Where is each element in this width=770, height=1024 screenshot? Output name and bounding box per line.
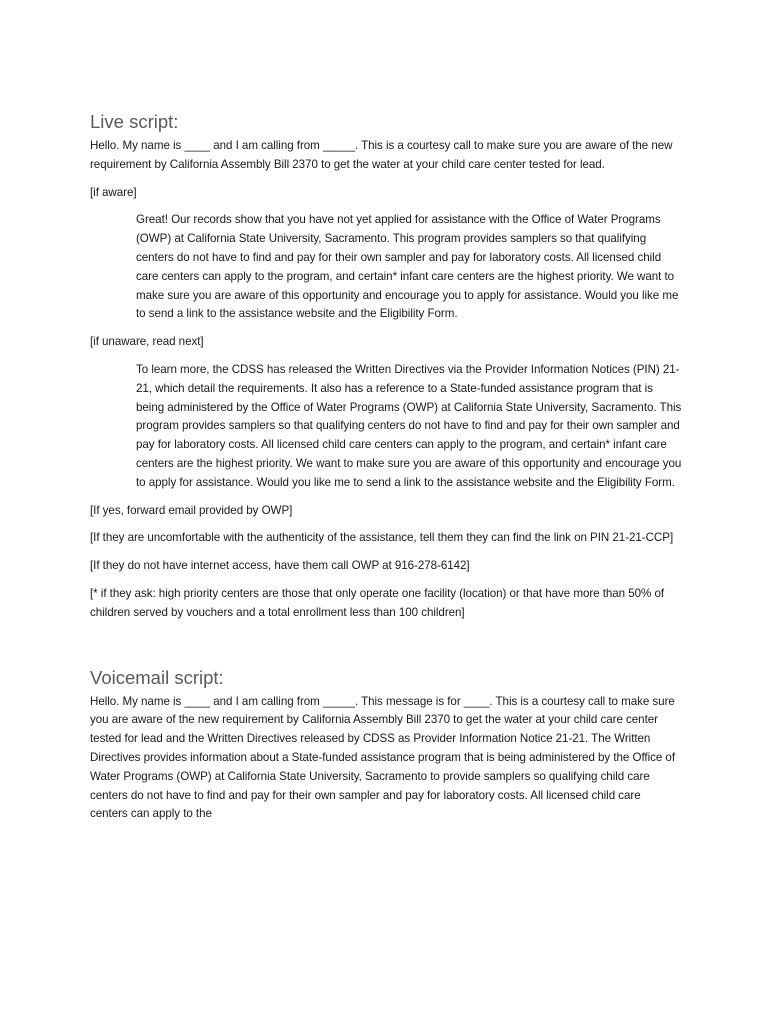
if-aware-text: Great! Our records show that you have not yet applied for assistance with the Office of Water Programs (OWP) at California State University, Sacramento. This program provides samplers so that qualifying centers do not have to find and pay for their own sampler and pay for laboratory costs. All licensed child care centers can apply to the program, and certain* infant care centers are the highest priority. We want to make sure you are aware of this opportunity and encourage you to apply for assistance. Would you like me to send a link to the assistance website and the Eligibility Form. [136,213,679,321]
if-unaware-label: [if unaware, read next] [90,335,204,349]
document-body [90,110,680,824]
priority-footnote: [* if they ask: high priority centers are those that only operate one facility (location) or that have more than 50% of children served by vouchers and a total enrollment less than 100 children] [90,586,665,619]
if-no-internet-instruction: [If they do not have internet access, have them call OWP at 916-278-6142] [90,559,470,573]
if-yes-instruction: [If yes, forward email provided by OWP] [90,503,293,517]
voicemail-script-text: Hello. My name is ____ and I am calling from _____. This message is for ____. This is a courtesy call to make sure you are aware of the new requirement by California Assembly Bill 2370 to get the water at your child care center tested for lead and the Written Directives released by CDSS as Provider Information Notice 21-21. The Written Directives provides information about a State-funded assistance program that is being administered by the Office of Water Programs (OWP) at California State University, Sacramento to provide samplers so qualifying child care centers do not have to find and pay for their own sampler and pay for laboratory costs. All licensed child care centers can apply to the [90,694,675,821]
live-script-heading: Live script: [90,111,179,132]
if-uncomfortable-instruction: [If they are uncomfortable with the authenticity of the assistance, tell them they can find the link on PIN 21-21-CCP] [90,531,674,545]
if-aware-label: [if aware] [90,185,137,199]
live-script-intro: Hello. My name is ____ and I am calling from _____. This is a courtesy call to make sure you are aware of the new requirement by California Assembly Bill 2370 to get the water at your child care center tested for lead. [90,139,673,171]
if-unaware-text: To learn more, the CDSS has released the Written Directives via the Provider Information Notices (PIN) 21-21, which detail the requirements. It also has a reference to a State-funded assistance program that is being administered by the Office of Water Programs (OWP) at California State University, Sacramento. This program provides samplers so that qualifying centers do not have to find and pay for their own sampler and pay for laboratory costs. All licensed child care centers can apply to the program, and certain* infant care centers are the highest priority. We want to make sure you are aware of this opportunity and encourage you to apply for assistance. Would you like me to send a link to the assistance website and the Eligibility Form. [136,362,682,489]
voicemail-script-heading: Voicemail script: [90,666,224,688]
